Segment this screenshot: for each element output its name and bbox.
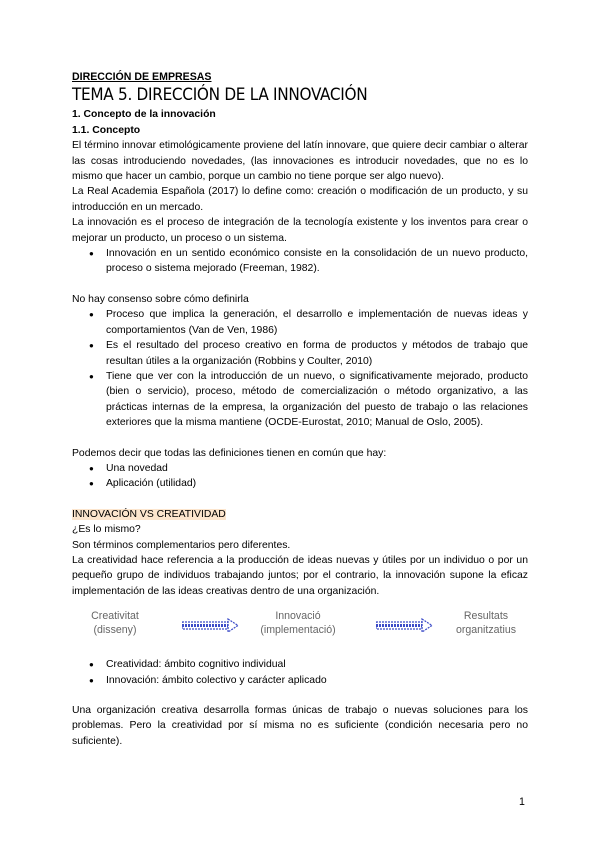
paragraph: La innovación es el proceso de integración de la tecnología existente y los inventos para crear o mejorar un producto, un proceso o un sistema. xyxy=(72,217,528,244)
subsection-heading: 1.1. Concepto xyxy=(72,124,141,136)
paragraph: No hay consenso sobre cómo definirla xyxy=(72,293,249,305)
list-item: ● Una novedad xyxy=(106,461,528,476)
diagram-box-creativitat: Creativitat (disseny) xyxy=(91,610,139,637)
tema-title: TEMA 5. DIRECCIÓN DE LA INNOVACIÓN xyxy=(72,85,368,106)
list-item: ● Innovación: ámbito colectivo y carácter aplicado xyxy=(106,673,528,688)
bullet-list xyxy=(72,246,528,277)
paragraph: Son términos complementarios pero diferentes. xyxy=(72,539,291,551)
bullet-list xyxy=(72,461,528,492)
list-item: ● Aplicación (utilidad) xyxy=(106,476,528,491)
creativity-innovation-diagram xyxy=(72,609,528,655)
list-item: ● Creatividad: ámbito cognitivo individual xyxy=(106,657,528,672)
arrow-right-icon xyxy=(376,618,434,634)
section-heading-highlighted: INNOVACIÓN VS CREATIVIDAD xyxy=(72,508,226,520)
diagram-box-resultats: Resultats organitzatius xyxy=(455,610,517,637)
document-page xyxy=(72,70,528,749)
bullet-list xyxy=(72,307,528,430)
paragraph: La creatividad hace referencia a la producción de ideas nuevas y útiles por un individuo o por un pequeño grupo de individuos trabajando juntos; por el contrario, la innovación supone la eficaz implementación de las ideas creativas dentro de una organización. xyxy=(72,554,528,597)
question: ¿Es lo mismo? xyxy=(72,524,141,536)
list-item: ● Es el resultado del proceso creativo en forma de productos y métodos de trabajo que resultan útiles a la organización (Robbins y Coulter, 2010) xyxy=(106,338,528,369)
section-heading: 1. Concepto de la innovación xyxy=(72,109,216,121)
page-number: 1 xyxy=(519,796,525,808)
paragraph: Una organización creativa desarrolla formas únicas de trabajo o nuevas soluciones para los problemas. Pero la creatividad por sí misma no es suficiente (condición necesaria pero no suficiente). xyxy=(72,705,528,747)
paragraph: La Real Academia Española (2017) lo define como: creación o modificación de un producto, y su introducción en un mercado. xyxy=(72,186,528,213)
paragraph: El término innovar etimológicamente proviene del latín innovare, que quiere decir cambiar o alterar las cosas introduciendo novedades, (las innovaciones es introducir novedades, que no es lo mismo que hacer un cambio, porque un cambio no tiene porque ser algo nuevo). xyxy=(72,140,528,183)
paragraph: Podemos decir que todas las definiciones tienen en común que hay: xyxy=(72,447,387,459)
bullet-list xyxy=(72,657,528,688)
diagram-box-innovacio: Innovació (implementació) xyxy=(260,610,336,637)
list-item: ● Tiene que ver con la introducción de un nuevo, o significativamente mejorado, producto (bien o servicio), proceso, método de comercialización o método organizativo, a las prácticas internas de la empresa, la organización del puesto de trabajo o las relaciones exteriores que la misma mantiene (OCDE-Eurostat, 2010; Manual de Oslo, 2005). xyxy=(106,369,528,431)
arrow-right-icon xyxy=(182,618,240,634)
course-title: DIRECCIÓN DE EMPRESAS xyxy=(72,71,212,83)
list-item: ● Proceso que implica la generación, el desarrollo e implementación de nuevas ideas y comportamientos (Van de Ven, 1986) xyxy=(106,307,528,338)
list-item: ● Innovación en un sentido económico consiste en la consolidación de un nuevo producto, proceso o sistema mejorado (Freeman, 1982). xyxy=(106,246,528,277)
